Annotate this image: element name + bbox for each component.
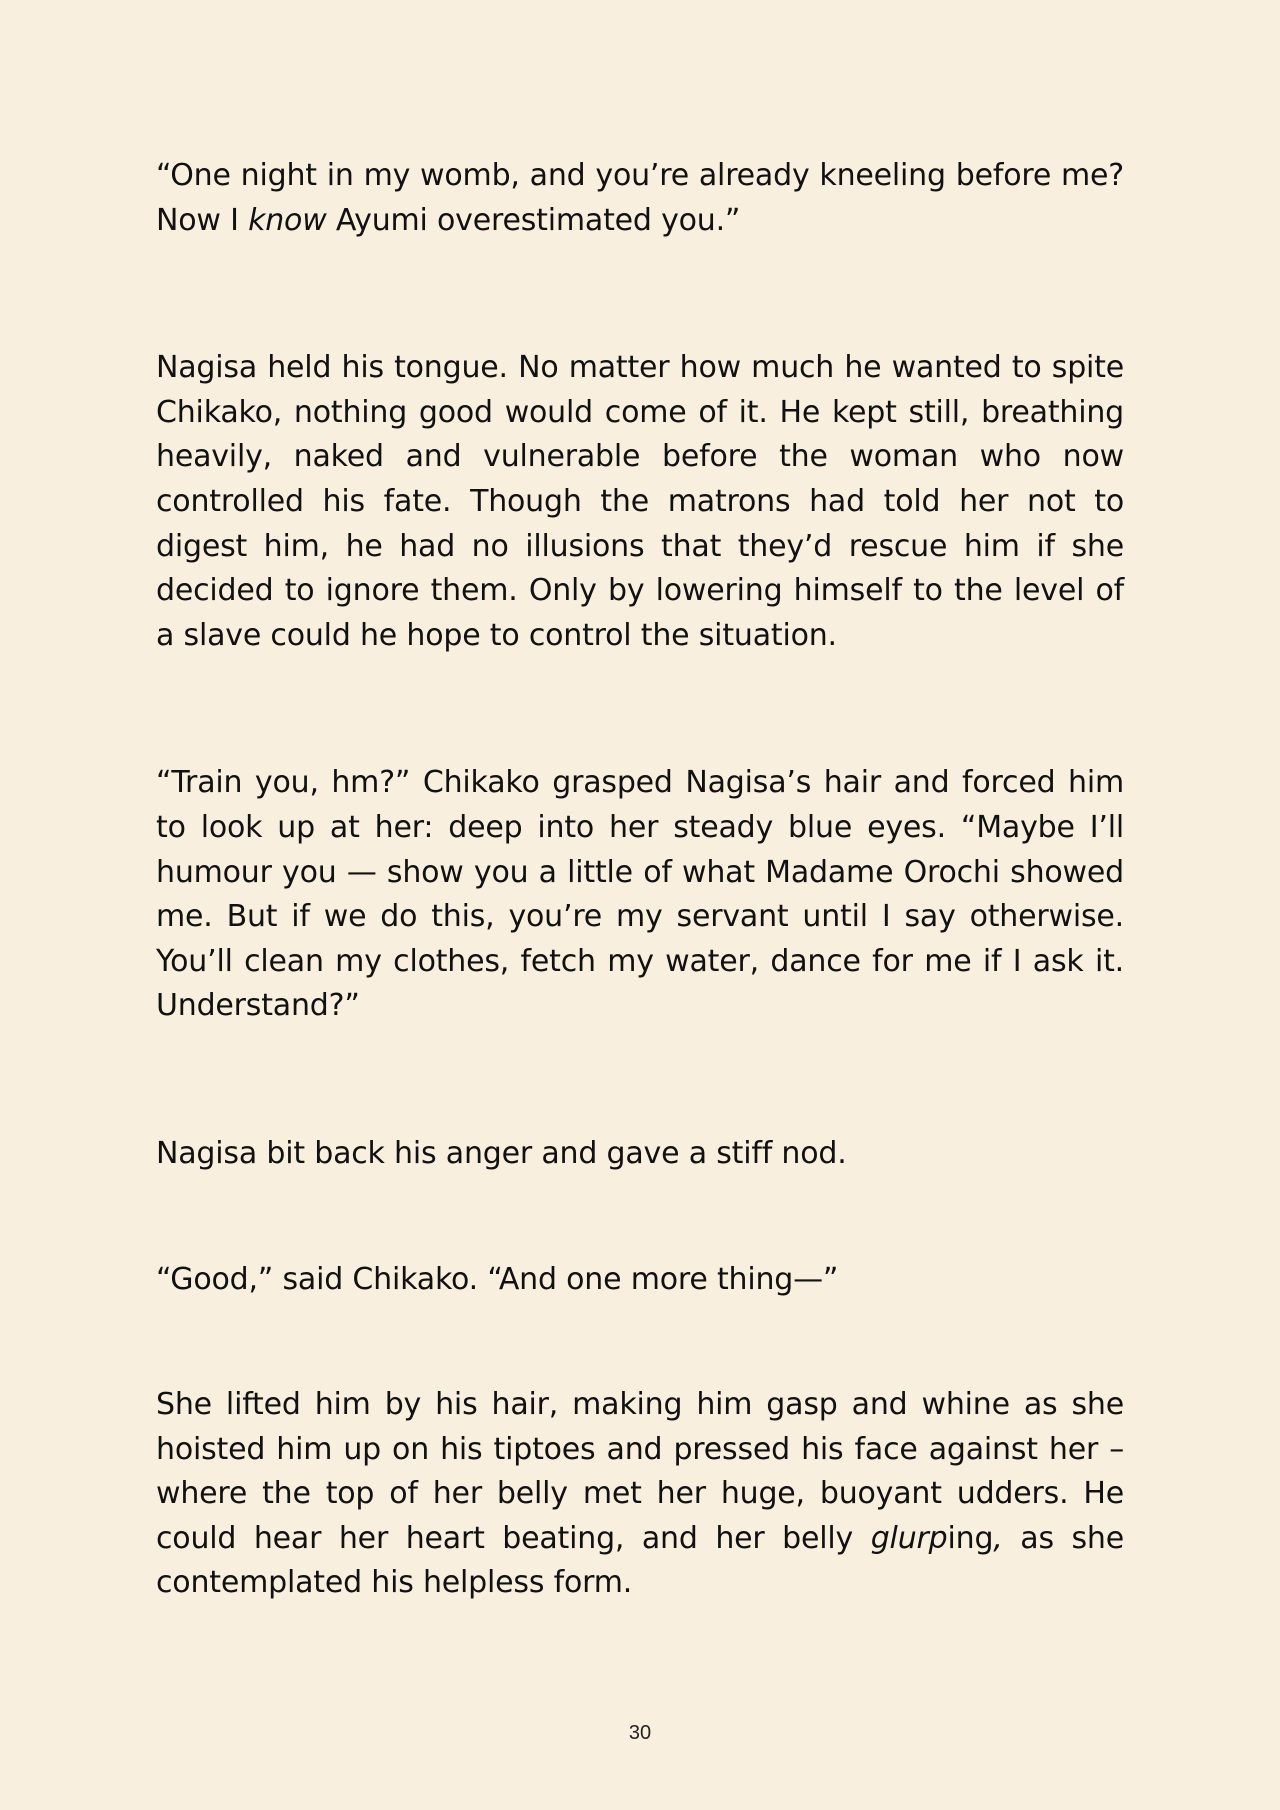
page-number: 30	[628, 1722, 652, 1744]
paragraph-6-text: She lifted him by his hair, making him gasp and whine as she hoisted him up on his tiptoes and pressed his face against her – where the top of her belly met her huge, buoyant udders. He could hear her heart beating, and her belly	[156, 1387, 1124, 1556]
paragraph-6-italic-word: glurp	[870, 1520, 948, 1556]
paragraph-6-text-end: as she contemplated his helpless form.	[156, 1520, 1124, 1601]
paragraph-3-text: “Train you, hm?” Chikako grasped Nagisa’s hair and forced him to look up at her: deep into her steady blue eyes. “Maybe I’ll humour you — show you a little of what Madame Orochi showed me. But if we do this, you’re my servant until I say otherwise. You’ll clean my clothes, fetch my water, dance for me if I ask it. Understand?”	[156, 765, 1124, 1024]
paragraph-4-text: Nagisa bit back his anger and gave a stiff nod.	[156, 1135, 847, 1171]
paragraph-3	[156, 761, 1124, 1029]
paragraph-1-text: “One night in my womb, and you’re already kneeling before me? Now I	[156, 158, 1124, 238]
paragraph-2-text: Nagisa held his tongue. No matter how much he wanted to spite Chikako, nothing good would come of it. He kept still, breathing heavily, naked and vulnerable before the woman who now controlled his fate. Though the matrons had told her not to digest him, he had no illusions that they’d rescue him if she decided to ignore them. Only by lowering himself to the level of a slave could he hope to control the situation.	[156, 350, 1124, 653]
paragraph-6-italic-comma: ,	[993, 1520, 1003, 1556]
paragraph-2	[156, 346, 1124, 658]
page-body	[156, 154, 1124, 1606]
paragraph-5	[156, 1258, 1124, 1303]
paragraph-6-text-suffix: ing	[947, 1520, 994, 1556]
paragraph-1-italic-word: know	[248, 202, 327, 238]
paragraph-5-text: “Good,” said Chikako. “And one more thing—”	[156, 1261, 839, 1297]
paragraph-1-text-end: Ayumi overestimated you.”	[326, 202, 741, 238]
paragraph-1	[156, 154, 1124, 243]
paragraph-4	[156, 1132, 1124, 1177]
paragraph-6	[156, 1383, 1124, 1606]
